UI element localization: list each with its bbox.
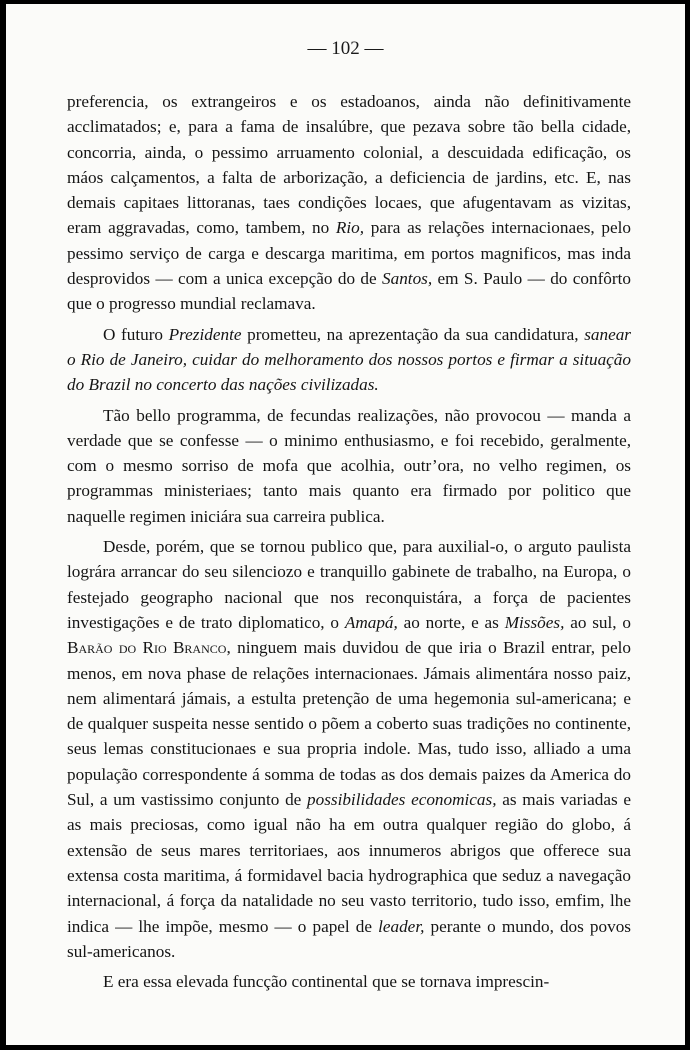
text-run: as mais variadas e as mais preciosas, como igual não ha em outra qualquer região do globo, á extensão de seus mares territoriaes, aos innumeros abrigos que offerece sua extensa costa maritima, á formidavel bacia hydrographica que seduz a navegação internacional, á força da natalidade no seu vasto territorio, tudo isso, emfim, lhe indica — lhe impõe, mesmo — o papel de xyxy=(67,790,631,936)
text-run: prometteu, na aprezentação da sua candidatura, xyxy=(241,324,585,344)
body-text xyxy=(67,89,631,994)
small-caps-run: Barão do Rio Branco, xyxy=(67,638,231,658)
italic-run: Rio, xyxy=(335,218,365,238)
text-run: perante o mundo, dos povos sul-americanos. xyxy=(67,916,631,961)
italic-run: leader, xyxy=(378,916,425,936)
italic-run: Amapá, xyxy=(344,612,398,632)
italic-run: Prezidente xyxy=(168,324,242,344)
italic-run: Missões, xyxy=(504,612,565,632)
text-run: ninguem mais duvidou de que iria o Brazil entrar, pelo menos, em nova phase de relações internacionaes. Jámais alimentára nosso paiz, nem alimentará jámais, a estulta pretenção de uma hegemonia sul-americana; e de qualquer suspeita nesse sentido o põem a coberto suas tradições no continente, seus lemas constitucionaes e sua propria indole. Mas, tudo isso, alliado a uma população correspondente á somma de todas as dos demais paizes da America do Sul, a um vastissimo conjunto de xyxy=(67,638,631,810)
text-run: ao norte, e as xyxy=(397,612,505,632)
paragraph-5 xyxy=(67,969,631,994)
paragraph-1 xyxy=(67,89,631,317)
text-run: para as relações internacionaes, pelo pessimo serviço de carga e descarga maritima, em portos magnificos, mas inda desprovidos — com a unica excepção do de xyxy=(67,218,631,289)
italic-run: Santos, xyxy=(382,269,433,289)
text-run: ao sul, o xyxy=(564,612,631,632)
paragraph-4 xyxy=(67,534,631,964)
paragraph-2 xyxy=(67,322,631,398)
text-run: Tão bello programma, de fecundas realizações, não provocou — manda a verdade que se confesse — o minimo enthusiasmo, e foi recebido, geralmente, com o mesmo sorriso de mofa que acolhia, outr’ora, no velho regimen, os programmas ministeriaes; tanto mais quanto era firmado por politico que naquelle regimen iniciára sua carreira publica. xyxy=(67,405,631,526)
text-run: O futuro xyxy=(103,324,169,344)
paragraph-3 xyxy=(67,403,631,529)
text-run: E era essa elevada funcção continental que se tornava imprescin- xyxy=(103,972,550,992)
text-run: em S. Paulo — do confôrto que o progresso mundial reclamava. xyxy=(67,269,631,314)
italic-run: sanear o Rio de Janeiro, cuidar do melhoramento dos nossos portos e firmar a situação do Brazil no concerto das nações civilizadas. xyxy=(67,324,631,395)
book-page xyxy=(6,4,685,1045)
italic-run: possibilidades economicas, xyxy=(307,790,497,810)
page-number: — 102 — xyxy=(307,38,384,59)
text-run: preferencia, os extrangeiros e os estadoanos, ainda não definitivamente acclimatados; e, para a fama de insalúbre, que pezava sobre tão bella cidade, concorria, ainda, o pessimo arruamento colonial, a descuidada edificação, os máos calçamentos, a falta de arborização, a deficiencia de jardins, etc. E, nas demais capitaes littoranas, taes condições locaes, que afugentavam as vizitas, eram aggravadas, como, tambem, no xyxy=(67,92,631,238)
text-run: Desde, porém, que se tornou publico que, para auxilial-o, o arguto paulista lográra arrancar do seu silenciozo e tranquillo gabinete de trabalho, na Europa, o festejado geographo nacional que nos reconquistára, a força de pacientes investigações e de trato diplomatico, o xyxy=(67,537,631,632)
